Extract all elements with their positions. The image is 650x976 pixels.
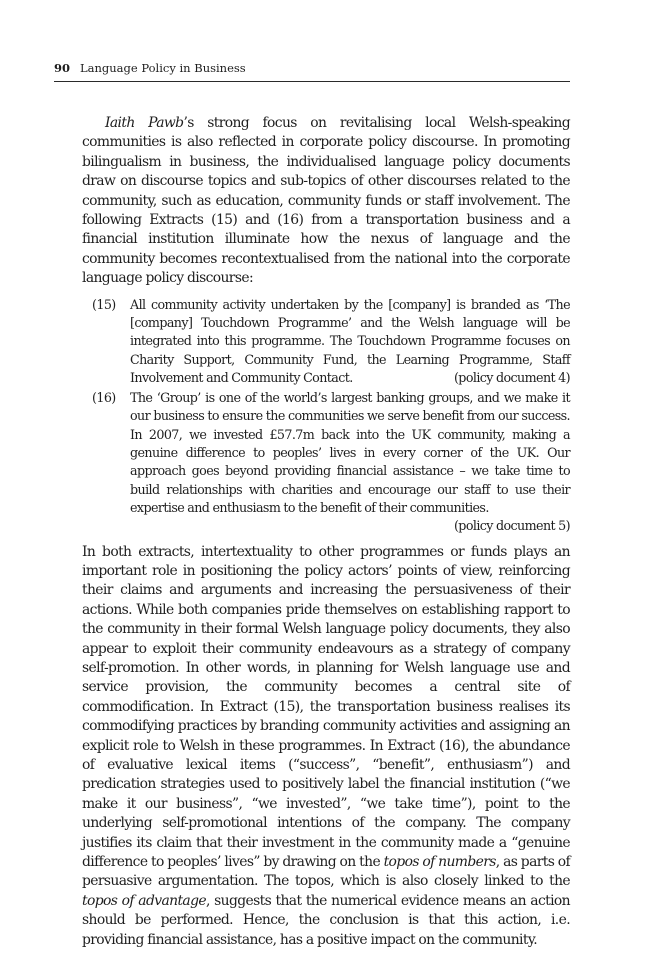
extract-16-text: The ‘Group’ is one of the world’s largest banking groups, and we make it our business to ensure the communities we serve benefit from our success. In 2007, we invested £57.7m back into the UK community, making a genuine difference to peoples’ lives in every corner of the UK. Our approach goes beyond providing financial assistance – we take time to build relationships with charities and encourage our staff to use their expertise and enthusiasm to the benefit of their communities. — [130, 390, 570, 515]
page-number: 90 — [54, 61, 71, 75]
paragraph-2-part-1: In both extracts, intertextuality to other programmes or funds plays an important role in positioning the policy actors’ points of view, reinforcing their claims and arguments and increasing the persuasiveness of their actions. While both companies pride themselves on establishing rapport to the community in their formal Welsh language policy documents, they also appear to exploit their community endeavours as a strategy of company self-promotion. In other words, in planning for Welsh language use and service provision, the community becomes a central site of commodification. In Extract (15), the transportation business realises its commodifying practices by branding community activities and assigning an explicit role to Welsh in these programmes. In Extract (16), the abundance of evaluative lexical items (“success”, “benefit”, enthusiasm”) and predication strategies used to positively label the financial institution (“we make it our business”, “we invested”, “we take time”), point to the underlying self-promotional intentions of the company. The company justifies its claim that their investment in the community made a “genuine difference to peoples’ lives” by drawing on the — [82, 543, 570, 871]
extract-16 — [82, 389, 570, 535]
extract-16-body — [130, 389, 570, 534]
extract-15-body — [130, 296, 570, 387]
extract-15 — [82, 296, 570, 387]
paragraph-1-italic-lead: Iaith Pawb — [105, 115, 184, 131]
paragraph-1-text: ’s strong focus on revitalising local Welsh-speaking communities is also reflected in corporate policy discourse. In promoting bilingualism in business, the individualised language policy documents draw on discourse topics and sub-topics of other discourses related to the community, such as education, community funds or staff involvement. The following Extracts (15) and (16) from a transportation business and a financial institution illuminate how the nexus of language and the community becomes recontextualised from the national into the corporate language policy discourse: — [82, 115, 570, 287]
paragraph-2-italic-topos-of-numbers: topos of numbers — [383, 854, 496, 871]
paragraph-2-part-3: , suggests that the numerical evidence means an action should be performed. Hence, the conclusion is that this action, i.e. providing financial assistance, has a positive impact on the community. — [82, 892, 570, 948]
extract-15-number: (15) — [92, 296, 116, 312]
running-title: Language Policy in Business — [80, 61, 246, 75]
paragraph-2-italic-topos-of-advantage: topos of advantage — [82, 892, 206, 909]
extract-16-citation: (policy document 5) — [453, 518, 570, 534]
header-rule — [54, 81, 570, 82]
extract-16-number: (16) — [92, 390, 116, 406]
extract-15-citation: (policy document 4) — [453, 369, 570, 385]
extract-15-text: All community activity undertaken by the [company] is branded as ‘The [company] Touchdown Programme’ and the Welsh language will be integrated into this programme. The Touchdown Programme focuses on Charity Support, Community Fund, the Learning Programme, Staff Involvement and Community Contact. — [130, 296, 570, 385]
paragraph-1 — [82, 114, 570, 289]
body-text — [82, 114, 570, 950]
running-head — [54, 58, 570, 78]
paragraph-2-part-2: , as parts of persuasive argumentation. The topos, which is also closely linked to the — [82, 854, 571, 890]
paragraph-2 — [82, 543, 570, 951]
